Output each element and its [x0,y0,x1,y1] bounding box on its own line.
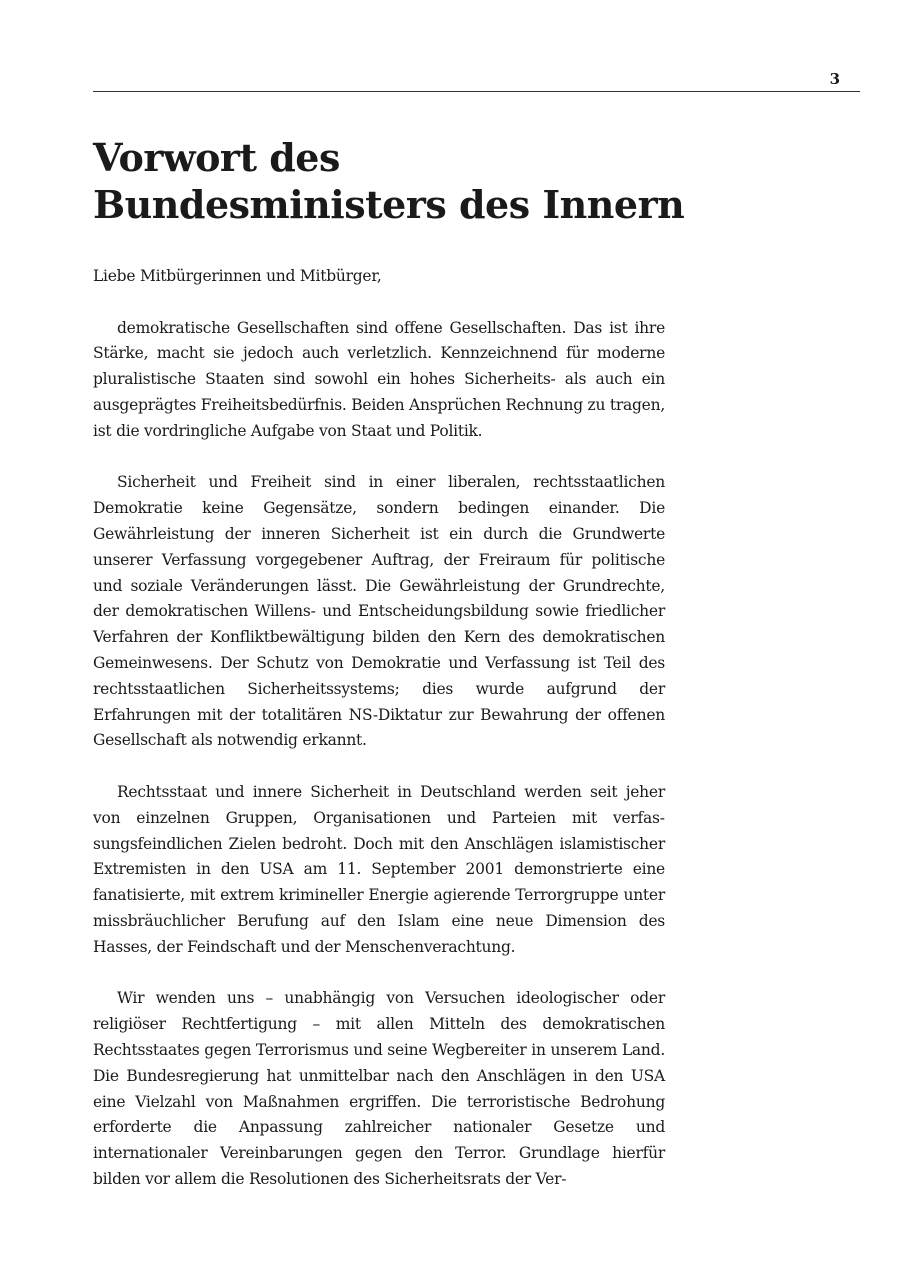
paragraph-3: Rechtsstaat und innere Sicherheit in Deutschland werden seit jeher von einzelnen Gruppen, Organisationen und Parteien mit verfassungsfeindlichen Zielen bedroht. Doch mit den Anschlägen islamistischer Extremisten in den USA am 11. September 2001 demonstrierte eine fanatisierte, mit extrem krimineller Energie agierende Terrorgruppe unter missbräuchlicher Berufung auf den Islam eine neue Dimension des Hasses, der Feindschaft und der Menschenverachtung. [93,782,665,956]
paragraph-1: demokratische Gesellschaften sind offene Gesellschaften. Das ist ihre Stärke, macht sie jedoch auch verletzlich. Kennzeichnend für moderne pluralistische Staaten sind sowohl ein hohes Sicherheits- als auch ein ausgeprägtes Freiheitsbedürfnis. Beiden Ansprüchen Rechnung zu tragen, ist die vordringliche Aufgabe von Staat und Politik. [93,318,666,440]
header-rule [93,91,860,92]
page-title-line-1: Vorwort des [93,135,340,180]
body-text [93,264,665,1218]
page-title-line-2: Bundesministers des Innern [93,182,685,227]
page-number: 3 [829,70,840,88]
salutation: Liebe Mitbürgerinnen und Mitbürger, [93,267,382,285]
paragraph-2: Sicherheit und Freiheit sind in einer liberalen, rechtsstaatlichen Demokratie keine Gegensätze, sondern bedingen einander. Die Gewährleistung der inneren Sicherheit ist ein durch die Grundwerte unserer Verfassung vorgegebener Auftrag, der Freiraum für politische und soziale Veränderungen lässt. Die Gewährleistung der Grundrechte, der demokratischen Willens- und Entscheidungsbildung sowie friedlicher Verfahren der Konfliktbewältigung bilden den Kern des demokratischen Gemeinwesens. Der Schutz von Demokratie und Verfassung ist Teil des rechtsstaatlichen Sicherheitssystems; dies wurde aufgrund der Erfahrungen mit der totalitären NS-Diktatur zur Bewahrung der offenen Gesellschaft als notwendig erkannt. [93,473,665,750]
page-title [93,134,684,228]
paragraph-4: Wir wenden uns – unabhängig von Versuchen ideologischer oder religiöser Rechtfertigung – mit allen Mitteln des demokratischen Rechtsstaates gegen Terrorismus und seine Wegbereiter in unserem Land. Die Bundesregierung hat unmittelbar nach den Anschlägen in den USA eine Vielzahl von Maßnahmen ergriffen. Die terroristische Bedrohung erforderte die Anpassung zahlreicher nationaler Gesetze und internationaler Vereinbarungen gegen den Terror. Grundlage hierfür bilden vor allem die Resolutionen des Sicherheitsrats der Ver- [93,989,665,1188]
